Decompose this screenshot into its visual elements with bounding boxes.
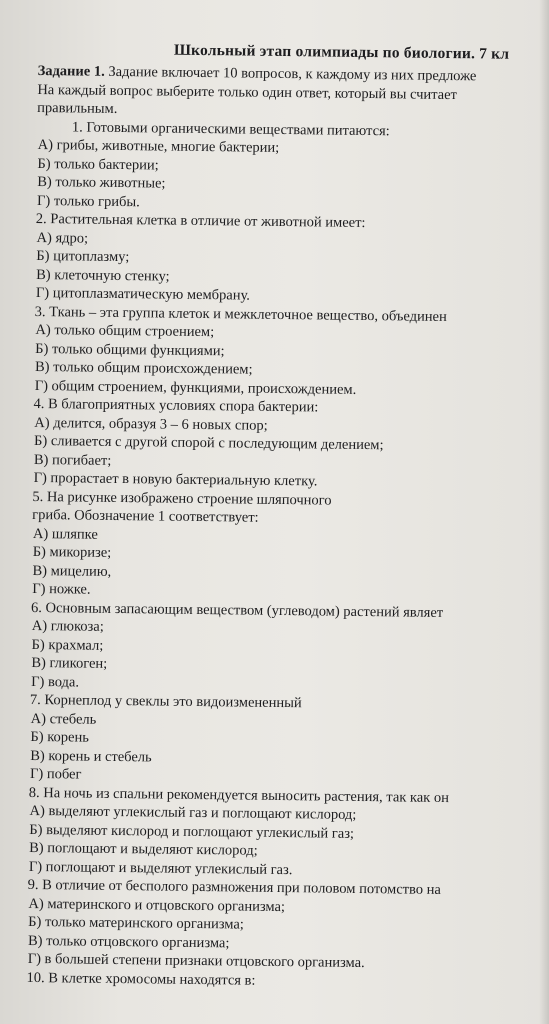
question-1 [36,117,549,217]
answer-option: А) только общим строением; [35,321,215,341]
answer-option: Г) в большей степени признаки отцовского организма. [27,950,365,972]
answer-option: А) грибы, животные, многие бактерии; [37,137,280,156]
answer-option: Г) цитоплазматическую мембрану. [35,284,251,304]
answer-option: В) только общим происхождением; [34,358,253,378]
question-text: 1. Готовыми органическими веществами питаются: [71,118,390,139]
answer-option: Б) микоризе; [32,543,112,561]
page-title: Школьный этап олимпиады по биологии. 7 кл [173,41,510,63]
answer-option: Г) общим строением, функциями, происхождением. [34,377,357,398]
question-5 [31,487,549,606]
question-3 [34,302,549,402]
answer-option: Б) цитоплазму; [36,247,130,266]
answer-option: Б) только материнского организма; [28,913,244,933]
question-text: 5. На рисунке изображено строение шляпочного [32,488,332,509]
answer-option: Г) поглощают и выделяют углекислый газ. [28,858,293,878]
answer-option: А) шляпке [32,525,98,543]
answer-option: Г) только грибы. [36,192,140,210]
intro-line-1: Задание 1. Задание включает 10 вопросов, к каждому из них предложе [37,62,477,85]
answer-option: А) выделяют углекислый газ и поглощают кислород; [29,802,357,823]
question-list [26,117,549,994]
intro-line-2: На каждый вопрос выберите только один ответ, который вы считает [37,81,458,103]
question-text: 4. В благоприятных условиях спора бактерии: [33,395,319,416]
question-2 [35,210,549,310]
task-label: Задание 1. [37,62,105,80]
answer-option: Г) вода. [31,673,80,691]
question-text: 9. В отличие от бесполого размножения при половом потомство на [27,876,441,898]
question-text: 6. Основным запасающим веществом (углеводом) растений являет [30,599,444,621]
question-9 [27,876,549,976]
question-text: 7. Корнеплод у свеклы это видоизмененный [29,691,302,712]
answer-option: А) ядро; [36,229,89,247]
answer-option: В) корень и стебель [30,747,152,765]
question-4 [33,395,549,495]
answer-option: Б) только общими функциями; [35,340,225,359]
question-text: 10. В клетке хромосомы находятся в: [26,969,256,989]
question-8 [28,783,549,883]
question-7 [29,691,549,791]
answer-option: А) материнского и отцовского организма; [28,895,286,915]
answer-option: В) поглощают и выделяют кислород; [29,839,258,859]
answer-option: В) мицелию, [32,562,112,580]
question-text-continued: гриба. Обозначение 1 соответствует: [32,506,259,526]
intro-line-3: правильным. [37,99,118,117]
answer-option: В) гликоген; [31,654,108,672]
answer-option: А) делится, образуя 3 – 6 новых спор; [34,414,268,434]
answer-option: Б) сливается с другой спорой с последующим делением; [34,432,384,454]
task-intro [37,62,549,124]
document-content [26,40,549,995]
question-text: 2. Растительная клетка в отличие от животной имеет: [35,210,366,232]
question-text: 3. Ткань – эта группа клеток и межклеточное вещество, объединен [34,303,447,325]
answer-option: А) стебель [30,710,97,728]
answer-option: Б) только бактерии; [37,155,159,173]
answer-option: Г) побег [29,765,82,783]
page-edge-shadow [539,0,549,1024]
answer-option: Б) крахмал; [31,636,104,654]
question-text: 8. На ночь из спальни рекомендуется выносить растения, так как он [28,784,450,806]
question-6 [30,598,549,698]
answer-option: В) погибает; [33,451,112,469]
answer-option: Б) корень [30,728,89,746]
answer-option: Г) прорастает в новую бактериальную клетку. [33,469,318,490]
answer-option: А) глюкоза; [31,617,104,635]
answer-option: В) только животные; [37,174,166,192]
answer-option: Б) выделяют кислород и поглощают углекислый газ; [29,821,355,842]
answer-option: В) только отцовского организма; [27,932,230,951]
answer-option: Г) ножке. [32,580,91,598]
answer-option: В) клеточную стенку; [36,266,170,285]
